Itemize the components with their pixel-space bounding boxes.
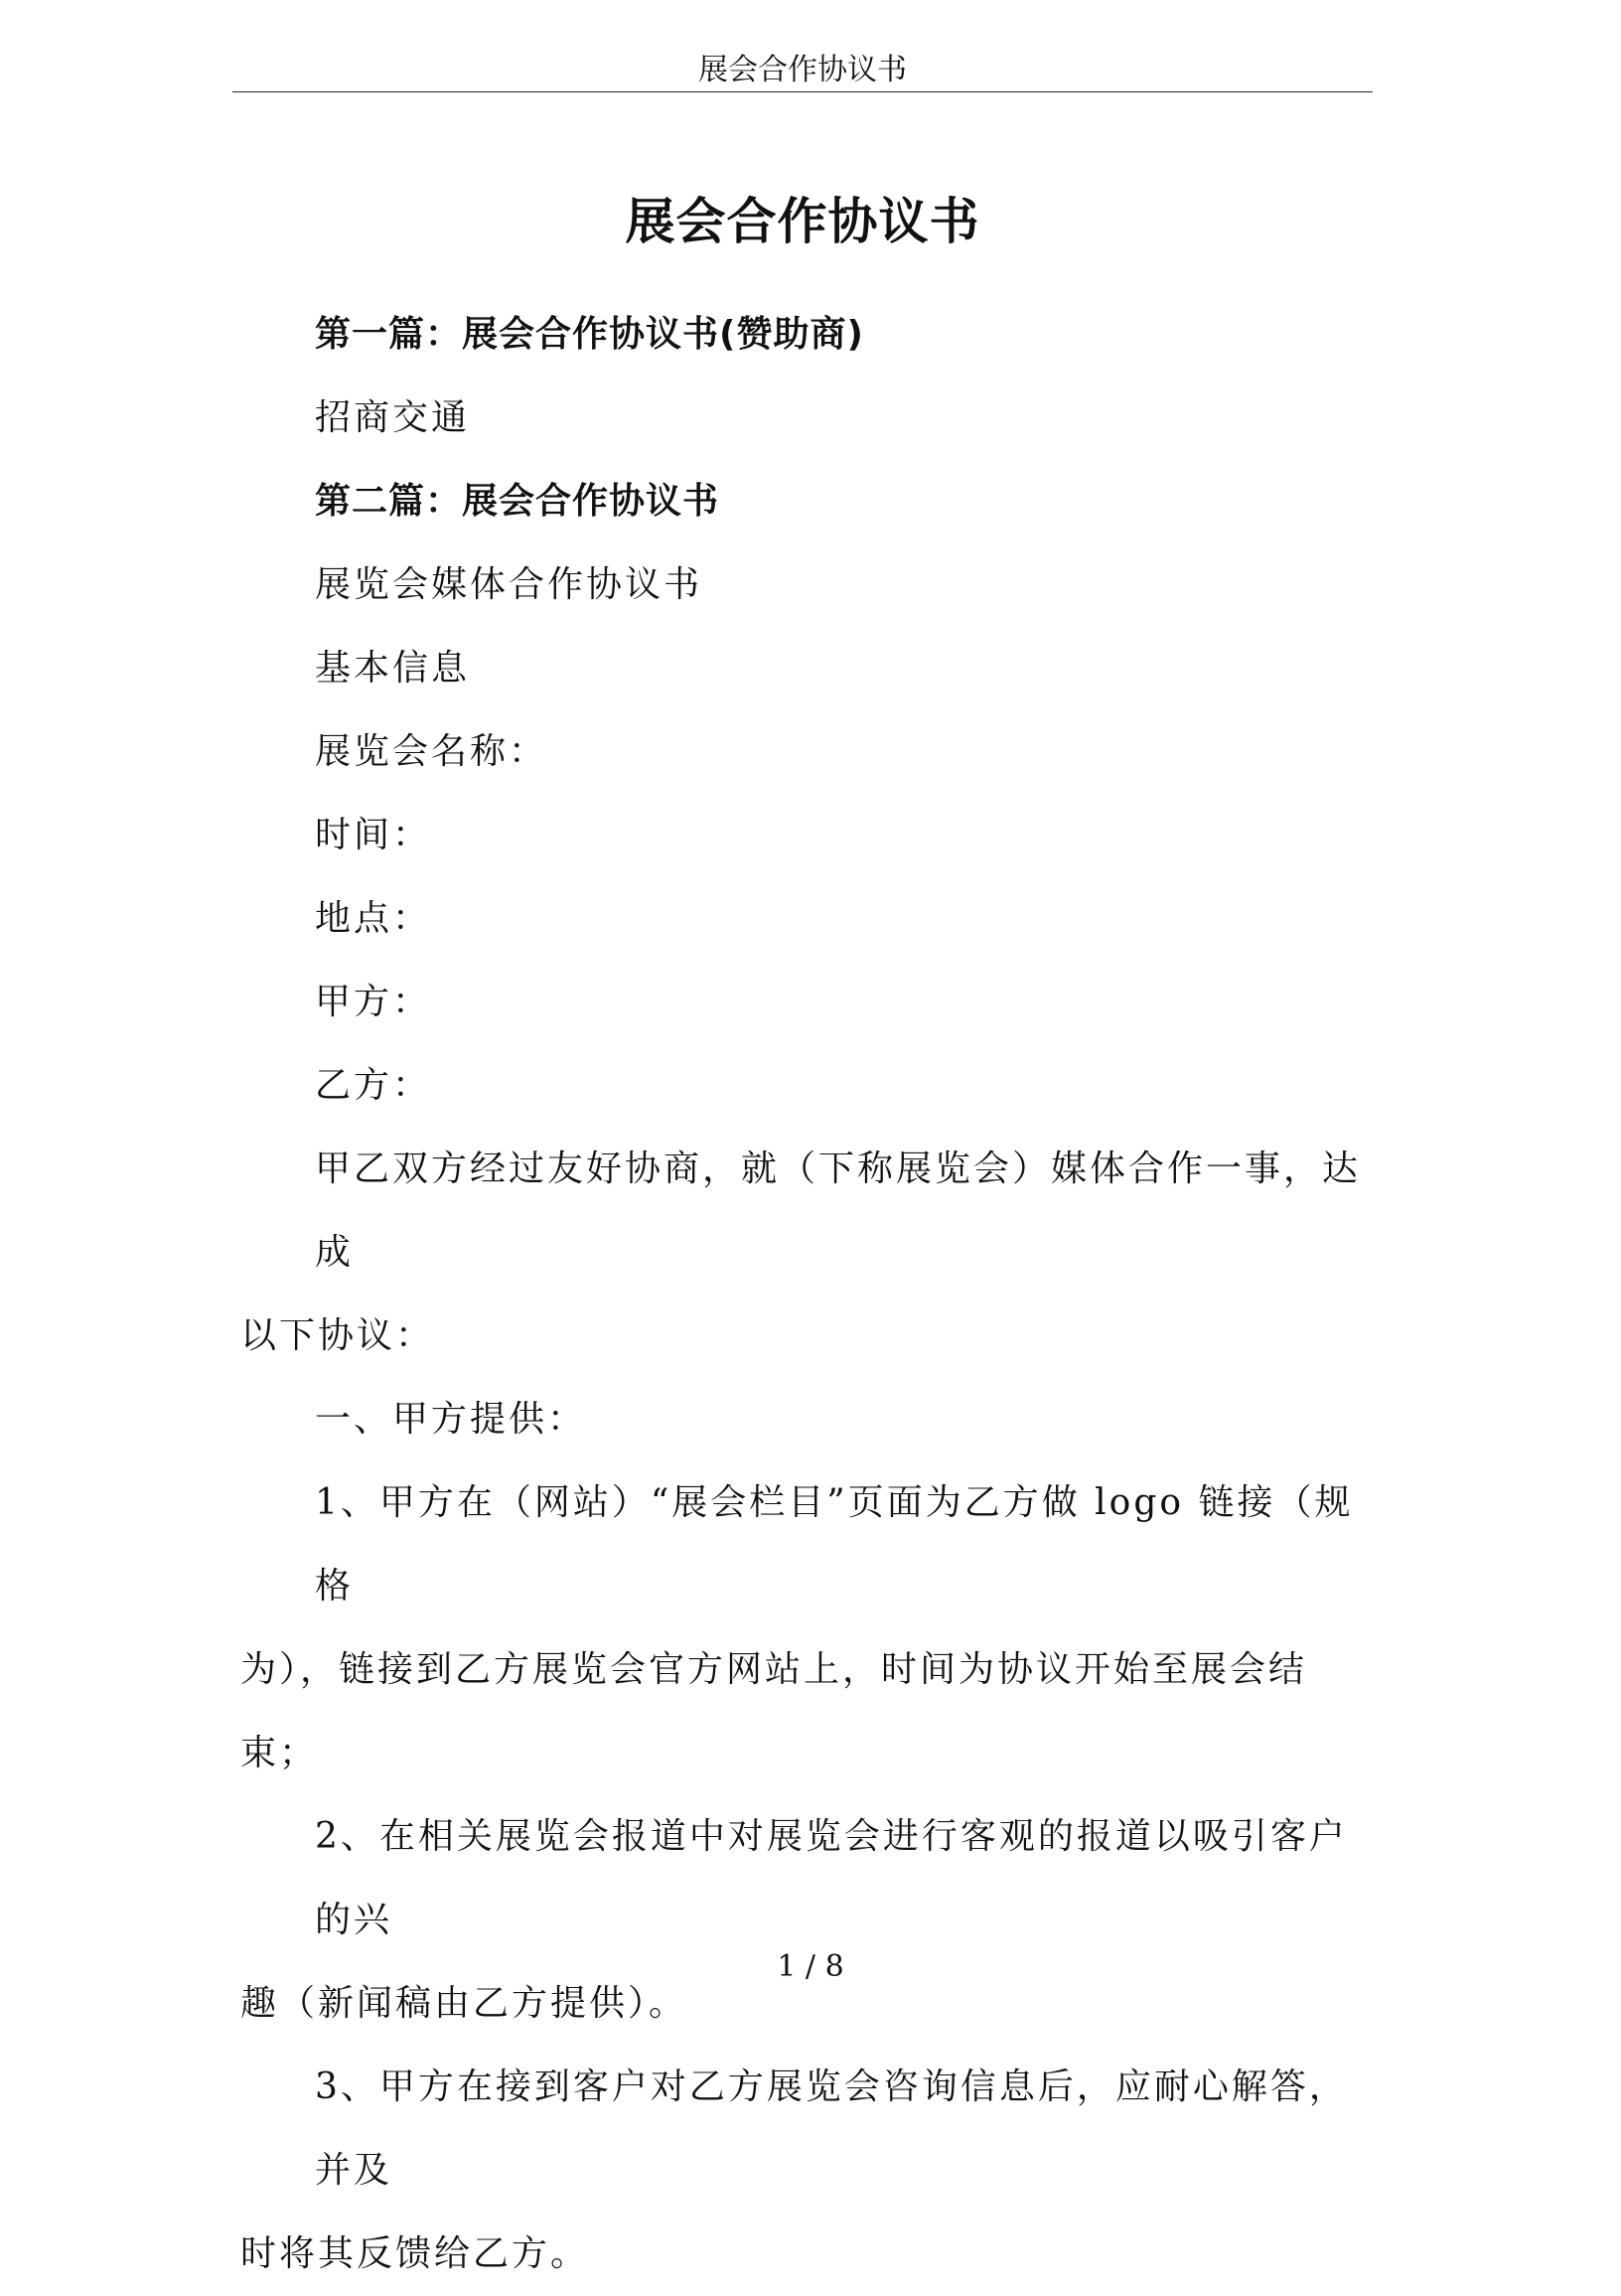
field-party-a: 甲方： (315, 982, 432, 1022)
paragraph: 招商交通 (315, 397, 471, 438)
clause-line: 3、甲方在接到客户对乙方展览会咨询信息后，应耐心解答，并及 (315, 2066, 1348, 2191)
clause-line: 为），链接到乙方展览会官方网站上，时间为协议开始至展会结束； (240, 1649, 1308, 1773)
paragraph-line: 甲乙双方经过友好协商，就（下称展览会）媒体合作一事，达成 (315, 1148, 1362, 1273)
document-body (240, 293, 1373, 2296)
section-heading-2: 第二篇：展会合作协议书 (315, 481, 720, 522)
paragraph: 基本信息 (315, 648, 471, 689)
field-location: 地点： (315, 898, 432, 939)
clause-line: 1、甲方在（网站）“展会栏目”页面为乙方做 logo 链接（规格 (315, 1482, 1354, 1607)
section-heading-1: 第一篇：展会合作协议书(赞助商) (315, 314, 864, 355)
page-number: 1 / 8 (777, 1949, 844, 1984)
field-exhibition-name: 展览会名称： (315, 731, 548, 772)
clause-heading: 一、甲方提供： (315, 1399, 587, 1440)
paragraph-line: 以下协议： (240, 1315, 435, 1356)
clause-line: 趣（新闻稿由乙方提供）。 (240, 1983, 688, 2024)
running-header: 展会合作协议书 (232, 50, 1373, 92)
clause-line: 时将其反馈给乙方。 (240, 2233, 590, 2274)
field-party-b: 乙方： (315, 1065, 432, 1106)
paragraph: 展览会媒体合作协议书 (315, 564, 703, 605)
document-title: 展会合作协议书 (625, 193, 980, 250)
field-time: 时间： (315, 815, 432, 855)
clause-line: 2、在相关展览会报道中对展览会进行客观的报道以吸引客户的兴 (315, 1816, 1348, 1940)
